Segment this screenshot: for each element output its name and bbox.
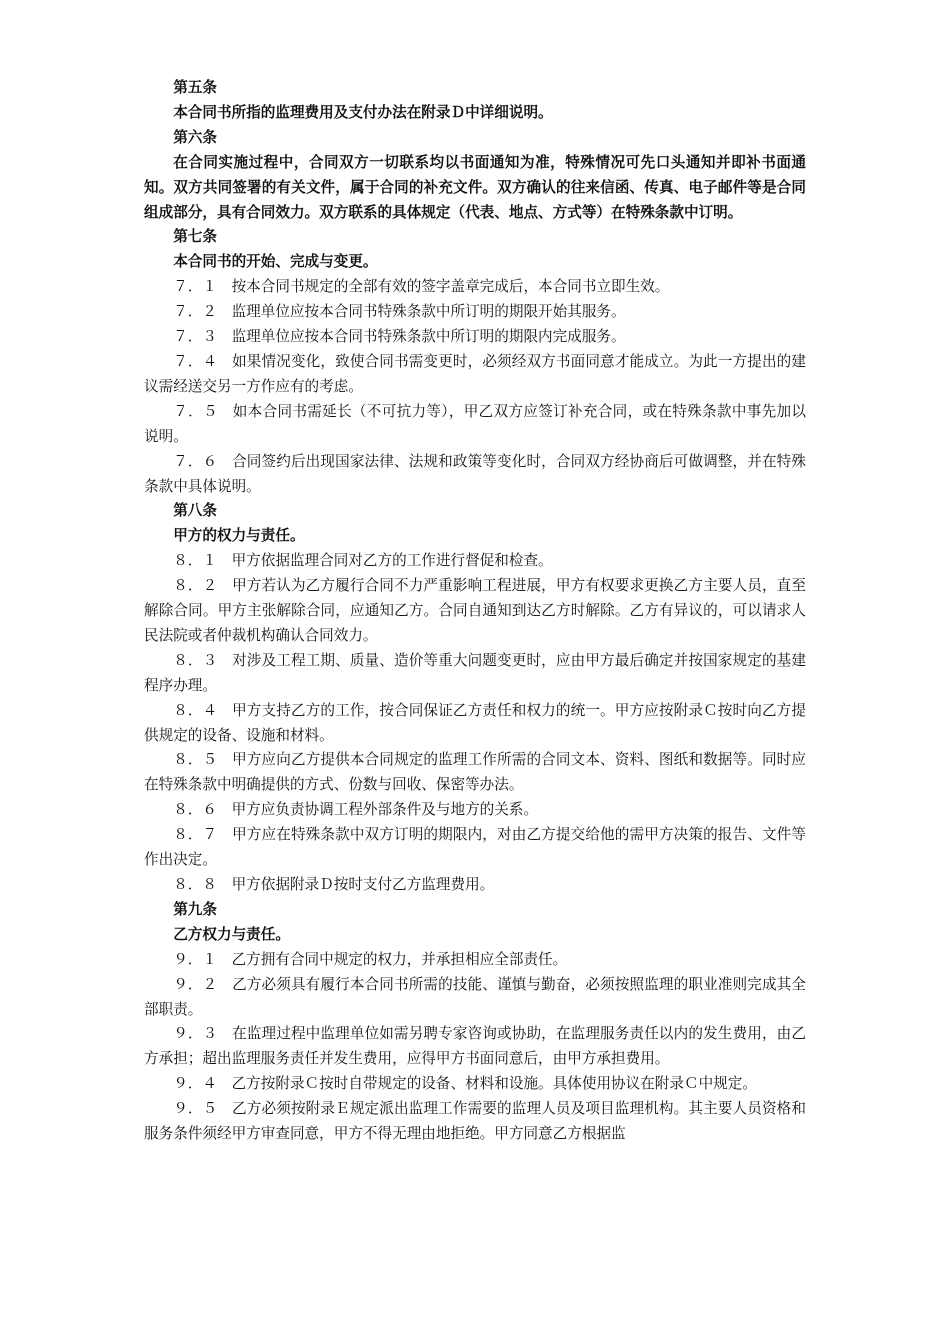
clause-8-5: ８．５ 甲方应向乙方提供本合同规定的监理工作所需的合同文本、资料、图纸和数据等。同时应在特殊条款中明确提供的方式、份数与回收、保密等办法。: [144, 751, 806, 794]
clause-7-2: ７．２ 监理单位应按本合同书特殊条款中所订明的期限开始其服务。: [173, 303, 626, 321]
article-8-heading: 第八条: [173, 502, 217, 520]
clause-9-5: ９．５ 乙方必须按附录Ｅ规定派出监理工作需要的监理人员及项目监理机构。其主要人员资格和服务条件须经甲方审查同意，甲方不得无理由地拒绝。甲方同意乙方根据监: [144, 1100, 806, 1143]
clause-7-3: ７．３ 监理单位应按本合同书特殊条款中所订明的期限内完成服务。: [173, 328, 626, 346]
clause-8-8: ８．８ 甲方依据附录Ｄ按时支付乙方监理费用。: [173, 876, 495, 893]
clause-7-4: ７．４ 如果情况变化，致使合同书需变更时，必须经双方书面同意才能成立。为此一方提出的建议需经送交另一方作应有的考虑。: [144, 352, 806, 395]
clause-7-5: ７．５ 如本合同书需延长（不可抗力等），甲乙双方应签订补充合同，或在特殊条款中事先加以说明。: [144, 402, 806, 445]
clause-8-7: ８．７ 甲方应在特殊条款中双方订明的期限内，对由乙方提交给他的需甲方决策的报告、文件等作出决定。: [144, 826, 806, 869]
clause-9-4: ９．４ 乙方按附录Ｃ按时自带规定的设备、材料和设施。具体使用协议在附录Ｃ中规定。: [173, 1075, 757, 1093]
clause-8-6: ８．６ 甲方应负责协调工程外部条件及与地方的关系。: [173, 801, 539, 819]
article-5-body: 本合同书所指的监理费用及支付办法在附录Ｄ中详细说明。: [173, 103, 553, 121]
clause-7-6: ７．６ 合同签约后出现国家法律、法规和政策等变化时，合同双方经协商后可做调整，并在特殊条款中具体说明。: [144, 452, 806, 495]
article-9-title: 乙方权力与责任。: [173, 925, 290, 943]
clause-8-4: ８．４ 甲方支持乙方的工作，按合同保证乙方责任和权力的统一。甲方应按附录Ｃ按时向乙方提供规定的设备、设施和材料。: [144, 701, 806, 744]
article-5-heading: 第五条: [173, 79, 217, 96]
clause-7-1: ７．１ 按本合同书规定的全部有效的签字盖章完成后，本合同书立即生效。: [173, 278, 670, 296]
clause-8-2: ８．２ 甲方若认为乙方履行合同不力严重影响工程进展，甲方有权要求更换乙方主要人员，直至解除合同。甲方主张解除合同，应通知乙方。合同自通知到达乙方时解除。乙方有异议的，可以请求人民法院或者仲裁机构确认合同效力。: [144, 577, 806, 644]
clause-8-1: ８．１ 甲方依据监理合同对乙方的工作进行督促和检查。: [173, 552, 553, 570]
document-page: [144, 76, 806, 1147]
article-6-heading: 第六条: [173, 128, 217, 146]
article-8-title: 甲方的权力与责任。: [173, 527, 305, 545]
article-7-heading: 第七条: [173, 228, 217, 246]
article-9-heading: 第九条: [173, 900, 217, 918]
clause-9-2: ９．２ 乙方必须具有履行本合同书所需的技能、谨慎与勤奋，必须按照监理的职业准则完成其全部职责。: [144, 975, 806, 1018]
article-6-body: 在合同实施过程中，合同双方一切联系均以书面通知为准，特殊情况可先口头通知并即补书面通知。双方共同签署的有关文件，属于合同的补充文件。双方确认的往来信函、传真、电子邮件等是合同组成部分，具有合同效力。双方联系的具体规定（代表、地点、方式等）在特殊条款中订明。: [144, 153, 806, 221]
clause-9-3: ９．３ 在监理过程中监理单位如需另聘专家咨询或协助，在监理服务责任以内的发生费用，由乙方承担；超出监理服务责任并发生费用，应得甲方书面同意后，由甲方承担费用。: [144, 1025, 806, 1068]
clause-9-1: ９．１ 乙方拥有合同中规定的权力，并承担相应全部责任。: [173, 950, 568, 968]
clause-8-3: ８．３ 对涉及工程工期、质量、造价等重大问题变更时，应由甲方最后确定并按国家规定的基建程序办理。: [144, 651, 806, 694]
article-7-title: 本合同书的开始、完成与变更。: [173, 253, 378, 271]
